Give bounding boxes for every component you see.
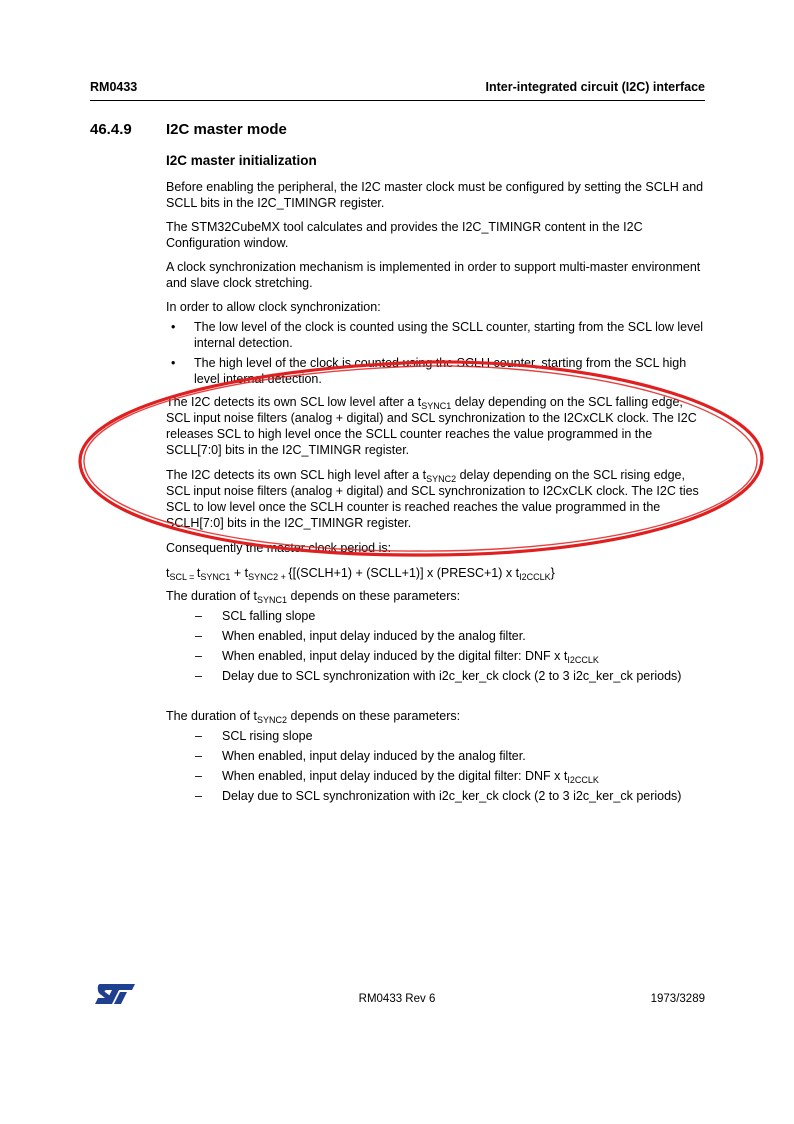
- dash-symbol: –: [195, 609, 202, 623]
- sync2-item-analog-filter: When enabled, input delay induced by the analog filter.: [222, 749, 526, 763]
- formula-scl-period: $t_{SCL =}$ $t_{SYNC1} + t_{SYNC2 +}$ {[(SCLH+1) + (SCLL+1)] x (PRESC+1) x $t_{I2CCLK}$}: [166, 566, 555, 582]
- paragraph-clock-sync: A clock synchronization mechanism is implemented in order to support multi-master environment and slave clock stretching.: [166, 260, 701, 290]
- dash-symbol: –: [195, 669, 202, 683]
- paragraph-consequently: Consequently the master clock period is:: [166, 541, 392, 555]
- sync1-item-digital-filter: When enabled, input delay induced by the digital filter: DNF x $t_{I2CCLK}$: [222, 649, 599, 665]
- bullet-high-level: The high level of the clock is counted using the SCLH counter, starting from the SCL high level internal detection.: [194, 356, 687, 386]
- section-number: 46.4.9: [90, 121, 132, 138]
- bullet-symbol: •: [171, 356, 176, 370]
- sync1-item-falling-slope: SCL falling slope: [222, 609, 316, 623]
- sync2-item-digital-filter: When enabled, input delay induced by the digital filter: DNF x $t_{I2CCLK}$: [222, 769, 599, 785]
- sync2-item-synchronization: Delay due to SCL synchronization with i2c_ker_ck clock (2 to 3 i2c_ker_ck periods): [222, 789, 682, 803]
- dash-symbol: –: [195, 789, 202, 803]
- sync1-item-analog-filter: When enabled, input delay induced by the analog filter.: [222, 629, 526, 643]
- footer-page-number: 1973/3289: [650, 993, 705, 1005]
- paragraph-cubemx: The STM32CubeMX tool calculates and provides the I2C_TIMINGR content in the I2C Configuration window.: [166, 220, 643, 250]
- bullet-low-level: The low level of the clock is counted using the SCLL counter, starting from the SCL low level internal detection.: [194, 320, 704, 350]
- paragraph-tsync2-duration: The duration of $t_{SYNC2}$ depends on these parameters:: [166, 709, 461, 725]
- dash-symbol: –: [195, 629, 202, 643]
- section-title: I2C master mode: [166, 121, 287, 138]
- bullet-symbol: •: [171, 320, 176, 334]
- dash-symbol: –: [195, 769, 202, 783]
- header-doc-id: RM0433: [90, 80, 138, 94]
- dash-symbol: –: [195, 649, 202, 663]
- paragraph-scl-high-detect: The I2C detects its own SCL high level after a $t_{SYNC2}$ delay depending on the SCL rising edge, SCL input noise filters (analog + digital) and SCL synchronization to I2CxCLK clock. The I2C ties SCL to low level once the SCLH counter is reached reaches the value programmed in the SCLH[7:0] bits in the I2C_TIMINGR register.: [166, 468, 699, 530]
- paragraph-tsync1-duration: The duration of $t_{SYNC1}$ depends on these parameters:: [166, 589, 461, 605]
- paragraph-scl-low-detect: The I2C detects its own SCL low level after a $t_{SYNC1}$ delay depending on the SCL falling edge, SCL input noise filters (analog + digital) and SCL synchronization to the I2CxCLK clock. The I2C releases SCL to high level once the SCLL counter reaches the value programmed in the SCLL[7:0] bits in the I2C_TIMINGR register.: [166, 395, 697, 457]
- paragraph-master-clock-config: Before enabling the peripheral, the I2C master clock must be configured by setting the SCLH and SCLL bits in the I2C_TIMINGR register.: [166, 180, 704, 210]
- dash-symbol: –: [195, 729, 202, 743]
- footer-revision: RM0433 Rev 6: [358, 993, 436, 1005]
- subsection-title: I2C master initialization: [166, 153, 317, 168]
- sync1-item-synchronization: Delay due to SCL synchronization with i2c_ker_ck clock (2 to 3 i2c_ker_ck periods): [222, 669, 682, 683]
- header-section-name: Inter-integrated circuit (I2C) interface: [485, 80, 705, 94]
- paragraph-allow-sync: In order to allow clock synchronization:: [166, 300, 381, 314]
- dash-symbol: –: [195, 749, 202, 763]
- header-rule: [90, 100, 705, 101]
- sync2-item-rising-slope: SCL rising slope: [222, 729, 313, 743]
